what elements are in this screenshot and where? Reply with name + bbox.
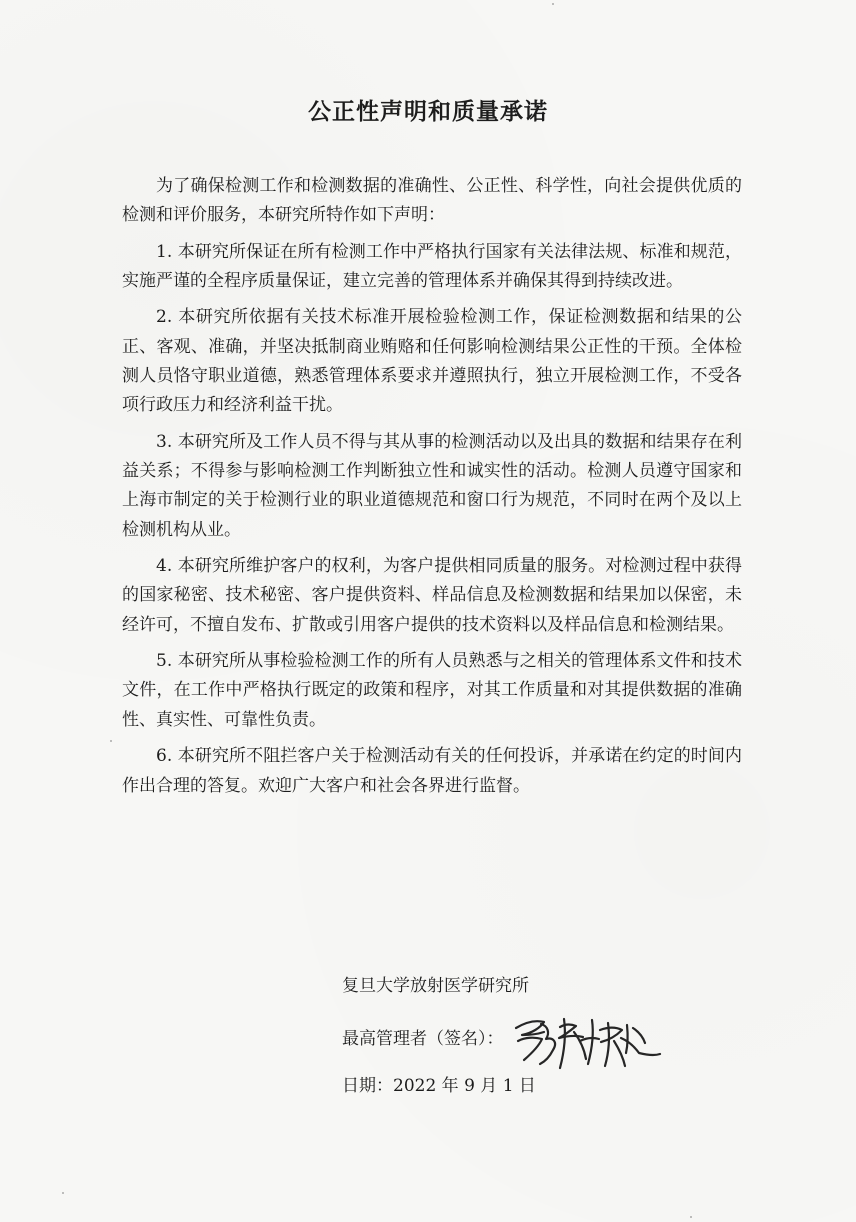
statement-paragraph-2: 2. 本研究所依据有关技术标准开展检验检测工作，保证检测数据和结果的公正、客观、准确，并坚决抵制商业贿赂和任何影响检测结果公正性的干预。全体检测人员恪守职业道德，熟悉管理体系要求并遵照执行，独立开展检测工作，不受各项行政压力和经济利益干扰。 xyxy=(122,307,742,416)
document-body xyxy=(122,172,742,808)
signature-date: 日期：2022 年 9 月 1 日 xyxy=(342,1076,536,1096)
statement-paragraph-5: 5. 本研究所从事检验检测工作的所有人员熟悉与之相关的管理体系文件和技术文件，在工作中严格执行既定的政策和程序，对其工作质量和对其提供数据的准确性、真实性、可靠性负责。 xyxy=(122,651,742,730)
intro-paragraph: 为了确保检测工作和检测数据的准确性、公正性、科学性，向社会提供优质的检测和评价服务，本研究所特作如下声明： xyxy=(122,176,742,226)
paper-speck xyxy=(62,1192,64,1194)
handwritten-signature xyxy=(508,1010,664,1074)
statement-paragraph-3: 3. 本研究所及工作人员不得与其从事的检测活动以及出具的数据和结果存在利益关系；不得参与影响检测工作判断独立性和诚实性的活动。检测人员遵守国家和上海市制定的关于检测行业的职业道德规范和窗口行为规范，不同时在两个及以上检测机构从业。 xyxy=(122,431,742,540)
statement-paragraph-6: 6. 本研究所不阻拦客户关于检测活动有关的任何投诉，并承诺在约定的时间内作出合理的答复。欢迎广大客户和社会各界进行监督。 xyxy=(122,746,742,796)
document-title: 公正性声明和质量承诺 xyxy=(308,98,548,125)
paper-speck xyxy=(552,3,554,5)
organization-name: 复旦大学放射医学研究所 xyxy=(342,976,529,996)
statement-paragraph-1: 1. 本研究所保证在所有检测工作中严格执行国家有关法律法规、标准和规范，实施严谨的全程序质量保证，建立完善的管理体系并确保其得到持续改进。 xyxy=(122,241,742,292)
paper-speck xyxy=(690,1216,692,1218)
paper-speck xyxy=(110,740,112,742)
statement-paragraph-4: 4. 本研究所维护客户的权利，为客户提供相同质量的服务。对检测过程中获得的国家秘密、技术秘密、客户提供资料、样品信息及检测数据和结果加以保密，未经许可，不擅自发布、扩散或引用客户提供的技术资料以及样品信息和检测结果。 xyxy=(122,556,742,635)
manager-signature-label: 最高管理者（签名）： xyxy=(342,1029,504,1049)
